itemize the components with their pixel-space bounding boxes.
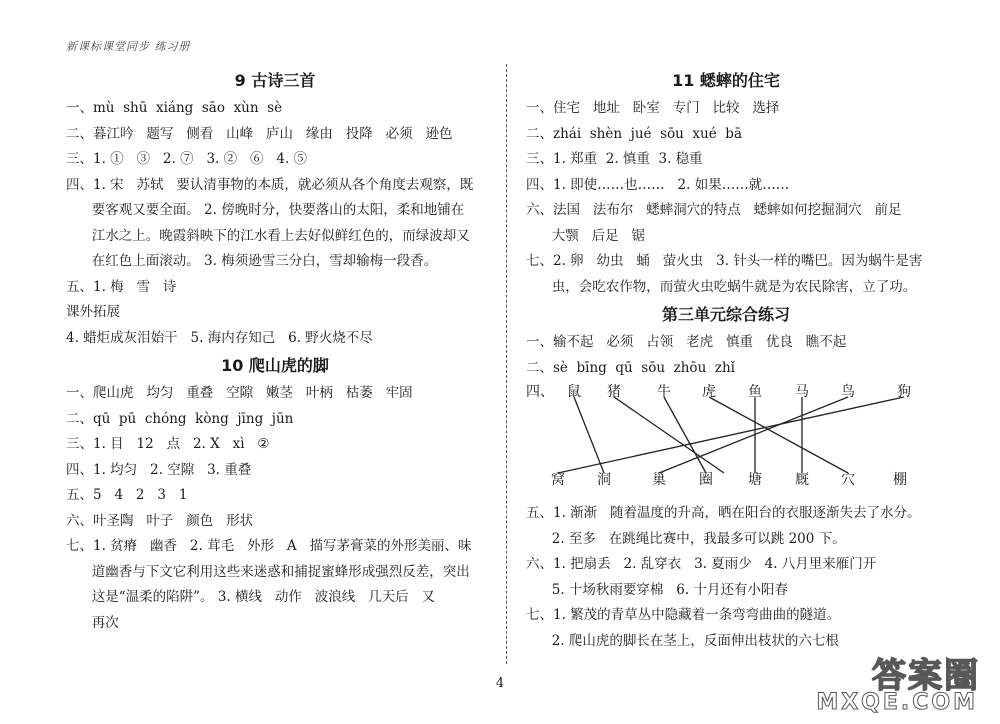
extension-heading: 课外拓展	[66, 304, 120, 320]
text-line: 六、法国 法布尔 蟋蟀洞穴的特点 蟋蟀如何挖掘洞穴 前足	[526, 202, 902, 218]
section-title-unit3: 第三单元综合练习	[661, 305, 790, 324]
header-brand: 新课标课堂同步 练习册	[66, 40, 191, 53]
text-line: 四、1. 均匀 2. 空隙 3. 重叠	[66, 461, 252, 478]
animal-label: 虎	[702, 384, 716, 400]
matching-lines	[526, 381, 926, 501]
animal-label: 鱼	[748, 384, 762, 400]
text-line: 三、1. 目 12 点 2. X xì ②	[66, 436, 270, 452]
text-line: 大颚 后足 锯	[526, 227, 645, 244]
text-line: 七、2. 卵 幼虫 蛹 萤火虫 3. 针头一样的嘴巴。因为蜗牛是害	[526, 253, 923, 269]
text-line: 二、zhái shèn jué sōu xué bā	[526, 125, 742, 142]
text-line: 四、1. 宋 苏轼 要认清事物的本质，就必须从各个角度去观察，既	[66, 176, 474, 193]
animal-label: 鼠	[567, 384, 581, 400]
animal-label: 牛	[657, 384, 671, 400]
section-title-10: 10 爬山虎的脚	[221, 356, 329, 375]
watermark-logo	[816, 648, 992, 718]
text-line: 六、1. 把扇丢 2. 乱穿衣 3. 夏雨少 4. 八月里来雁门开	[526, 556, 877, 572]
watermark-url: MXQE.COM	[816, 690, 978, 715]
animal-label: 马	[795, 384, 809, 400]
watermark-text: 答案圈	[872, 656, 980, 696]
text-line: 二、暮江吟 题写 侧看 山峰 庐山 缘由 投降 必须 逊色	[66, 125, 453, 142]
text-line: 在红色上面滚动。 3. 梅须逊雪三分白，雪却输梅一段香。	[66, 253, 438, 269]
text-line: 七、1. 繁茂的青草丛中隐藏着一条弯弯曲曲的隧道。	[526, 607, 841, 623]
home-label: 塘	[748, 472, 762, 488]
home-label: 洞	[597, 472, 611, 488]
page-number: 4	[495, 676, 505, 691]
text-line: 一、mù shū xiáng sāo xùn sè	[66, 100, 283, 116]
text-line: 六、叶圣陶 叶子 颜色 形状	[66, 512, 254, 529]
text-line: 一、输不起 必须 占领 老虎 慎重 优良 瞧不起	[526, 334, 847, 350]
text-line: 一、爬山虎 均匀 重叠 空隙 嫩茎 叶柄 枯萎 牢固	[66, 385, 413, 401]
matching-exercise	[526, 381, 926, 501]
text-line: 五、1. 梅 雪 诗	[66, 278, 177, 295]
home-label: 圈	[699, 472, 713, 488]
home-label: 穴	[841, 472, 855, 488]
text-line: 三、1. 郑重 2. 慎重 3. 稳重	[526, 151, 703, 167]
home-label: 棚	[893, 472, 907, 488]
text-line: 江水之上。晚霞斜映下的江水看上去好似鲜红色的，而绿波却又	[66, 227, 470, 244]
text-line: 三、1. ① ③ 2. ⑦ 3. ② ⑥ 4. ⑤	[66, 151, 308, 167]
text-line: 二、qū pū chóng kòng jīng jūn	[66, 410, 294, 427]
column-divider	[506, 64, 507, 664]
section-title-9: 9 古诗三首	[234, 71, 316, 90]
right-column	[526, 66, 926, 654]
text-line: 5. 十场秋雨要穿棉 6. 十月还有小阳春	[526, 581, 788, 598]
left-column	[66, 66, 484, 636]
text-line: 五、1. 渐渐 随着温度的升高，晒在阳台的衣服逐渐失去了水分。	[526, 505, 921, 521]
text-line: 二、sè bīng qū sōu zhōu zhǐ	[526, 359, 735, 376]
text-line: 七、1. 贫瘠 幽香 2. 茸毛 外形 A 描写茅膏菜的外形美丽、味	[66, 538, 472, 554]
text-line: 虫，会吃农作物，而萤火虫吃蜗牛就是为农民除害，立了功。	[526, 278, 917, 295]
text-line: 再次	[66, 614, 119, 631]
text-line: 一、住宅 地址 卧室 专门 比较 选择	[526, 100, 780, 116]
text-line: 4. 蜡炬成灰泪始干 5. 海内存知己 6. 野火烧不尽	[66, 329, 373, 346]
home-label: 厩	[795, 472, 809, 488]
text-line: 2. 爬山虎的脚长在茎上，反面伸出枝状的六七根	[526, 632, 839, 649]
text-line: 2. 至多 在跳绳比赛中，我最多可以跳 200 下。	[526, 530, 846, 547]
text-line: 五、5 4 2 3 1	[66, 487, 188, 503]
animal-label: 猪	[607, 384, 621, 400]
section-title-11: 11 蟋蟀的住宅	[672, 71, 780, 90]
animal-label: 鸟	[841, 384, 855, 400]
text-line: 道幽香与下文它利用这些来迷惑和捕捉蜜蜂形成强烈反差，突出	[66, 563, 470, 580]
text-line: 四、1. 即使……也…… 2. 如果……就……	[526, 176, 790, 193]
animal-label: 狗	[897, 384, 911, 400]
text-line: 这是“温柔的陷阱”。 3. 横线 动作 波浪线 几天后 又	[66, 589, 436, 605]
text-line: 要客观又要全面。 2. 傍晚时分，快要落山的太阳，柔和地铺在	[66, 202, 465, 218]
question-number: 四、	[526, 384, 554, 400]
home-label: 窝	[551, 472, 565, 488]
home-label: 巢	[652, 472, 666, 488]
